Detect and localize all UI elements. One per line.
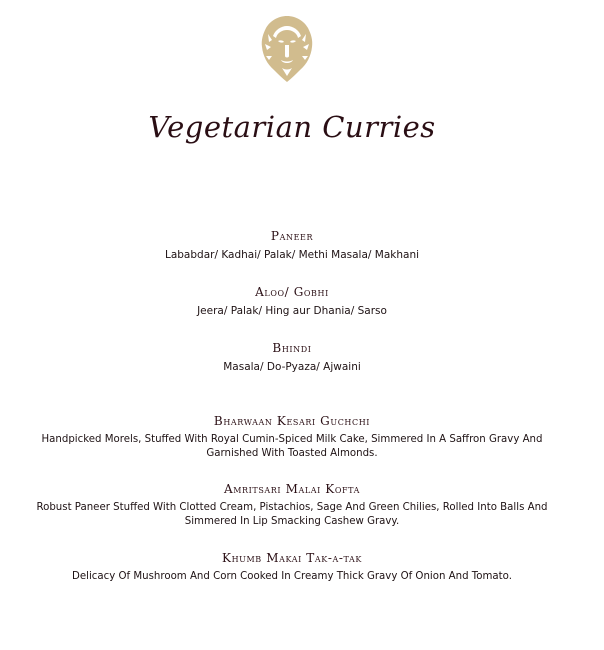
dish-options: Jeera/ Palak/ Hing aur Dhania/ Sarso: [197, 305, 387, 317]
page-title: Vegetarian Curries: [148, 110, 436, 144]
dish-options: Lababdar/ Kadhai/ Palak/ Methi Masala/ Makhani: [164, 249, 420, 261]
dish-name: Bhindi: [272, 341, 312, 355]
dish-description: Delicacy Of Mushroom And Corn Cooked In Creamy Thick Gravy Of Onion And Tomato.: [72, 571, 512, 582]
dish-name: Aloo/ Gobhi: [255, 285, 329, 299]
list-item: [0, 550, 584, 584]
dish-description: Robust Paneer Stuffed With Clotted Cream, Pistachios, Sage And Green Chilies, Rolled Into Balls And Simmered In Lip Smacking Cashew Gravy.: [36, 502, 548, 527]
dish-name: Paneer: [270, 229, 314, 243]
list-item: [0, 413, 584, 461]
dish-name: Khumb Makai Tak-a-tak: [222, 551, 362, 565]
lion-head-icon: [256, 14, 318, 84]
list-item: [0, 228, 584, 262]
list-item: [0, 284, 584, 318]
dish-options: Masala/ Do-Pyaza/ Ajwaini: [223, 361, 361, 373]
list-item: [0, 481, 584, 529]
dish-name: Bharwaan Kesari Guchchi: [213, 414, 371, 428]
dish-description: Handpicked Morels, Stuffed With Royal Cumin-Spiced Milk Cake, Simmered In A Saffron Gravy And Garnished With Toasted Almonds.: [41, 434, 543, 459]
list-item: [0, 340, 584, 374]
dish-name: Amritsari Malai Kofta: [223, 482, 361, 496]
